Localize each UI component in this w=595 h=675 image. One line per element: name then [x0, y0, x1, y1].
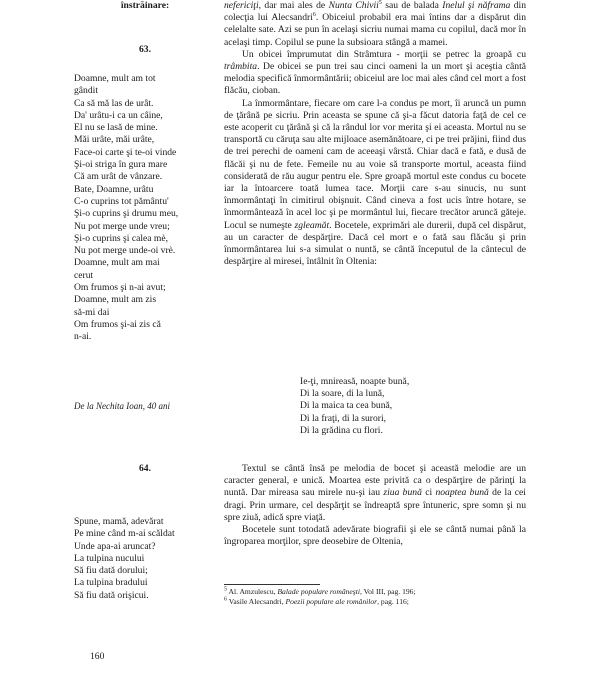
footnote-number: 6 [224, 596, 227, 603]
footnote-ref-6: 6 [312, 12, 316, 19]
poem-line: Di la fraţi, di la surori, [300, 412, 387, 424]
section-heading-top: înstrăinare: [120, 0, 170, 11]
poem-line: Doamne, mult am mai [74, 257, 160, 269]
text-run: sau de balada [381, 0, 443, 11]
paragraph-3 [224, 98, 526, 269]
text-run: zgleamăt [294, 219, 330, 231]
poem-line: cerut [74, 269, 94, 281]
text-run: . Bocetele, exprimări ale durerii, după cel dispărut, au un caracter de despărţire. Dacă cel mort e o fată sau flăcău şi prin înmormântarea lui s-a simulat o nuntă, se cântă începutul de la cântecul de despărţire al miresei, întâlnit în Oltenia: [224, 219, 526, 268]
poem-line: C-o cuprins tot pământu' [74, 195, 169, 207]
text-run: ziua bună [383, 487, 422, 499]
poem-line: Unde apa-ai aruncat? [74, 540, 156, 552]
poem-line: La tulpina nucului [74, 552, 145, 564]
text-run: Un obicei împrumutat din Strâmtura - morţii se petrec la groapă cu [242, 48, 526, 60]
poem-line: Doamne, mult am zis [74, 294, 157, 306]
text-run: La înmormântare, fiecare om care l-a condus pe mort, îi aruncă un pumn de ţărână pe sicriu. Prin aceasta se spune că şi-a făcut datoria faţă de cel ce este acoperit cu ţărână şi că la rândul lor vor merita şi ei aceasta. Mortul nu se transportă cu căruţa sau alte mijloace asemănătoare, ci pe trei prăjini, fiind dus de trei perechi de oameni cam de aceeaşi vârstă. Chiar dacă e fată, e dusă de flăcăi şi nu de fete. Femeile nu au voie să transporte mortul, aceasta fiind considerată de rău augur pentru ele. Spre groapă mortul este condus cu bocete iar la întoarcere toată lumea tace. Morţii care s-au sinucis, nu sunt înmormântaţi în cimitirul obişnuit. Când cineva a fost ucis între hotare, se înmormântează în acel loc şi pe mormântul lui, fiecare trecător aruncă găteje. Locul se numeşte [224, 97, 526, 231]
poem-line: La tulpina bradului [74, 577, 148, 589]
poem-line: să-mi dai [74, 306, 110, 318]
poem-line: Ca să mă las de urât. [74, 97, 154, 109]
poem-line: Spune, mamă, adevărat [74, 516, 164, 527]
paragraph-5: Bocetele sunt totodată adevărate biografii şi ele se cântă numai până la îngroparea morţilor, spre deosebire de Oltenia, [224, 524, 526, 548]
footnote-6 [224, 597, 526, 607]
poem-line: Da' urâtu-i ca un câine, [74, 109, 163, 121]
poem-line: Om frumos şi n-ai avut; [74, 282, 166, 294]
text-block-bottom [224, 463, 526, 548]
poem-line: Doamne, mult am tot [74, 73, 156, 84]
page-number: 160 [90, 651, 105, 662]
text-run: , pag. 116; [377, 597, 409, 606]
poem-line: n-ai. [74, 331, 92, 343]
text-run: noaptea bună [435, 487, 489, 499]
footnote-5 [224, 587, 526, 597]
text-run: nefericiţi [224, 0, 259, 11]
footnote-ref-5: 5 [378, 0, 382, 6]
text-run: . De obicei se pun trei sau cinci oameni la un mort şi aceştia cântă melodia specifică înmormântării; obiceiul are loc mai ales când cel mort a fost flăcău, cioban. [224, 61, 526, 97]
text-run: Textul se cântă însă pe melodia de bocet şi această melodie are un caracter general, e unică. Moartea este privită ca o despărţire de părinţi la nuntă. Dar mireasa sau mirele nu-şi iau [224, 463, 526, 499]
poem-63 [74, 73, 216, 344]
footnotes [224, 587, 526, 607]
text-run: de la cei dragi. Prin urmare, cel despărţit se îndreaptă spre întuneric, spre somn şi nu spre ziuă, adică spre viaţă. [224, 487, 526, 523]
poem-line: Şi-o cuprins şi drumu meu, [74, 208, 179, 220]
poem-63-source: De la Nechita Ioan, 40 ani [74, 401, 170, 411]
text-run: , Vol III, pag. 196; [359, 587, 416, 596]
text-run: Balade populare româneşti [277, 587, 360, 596]
text-run: ci [421, 487, 436, 499]
footnote-divider [224, 584, 320, 585]
text-run: Nunta Chivii [328, 0, 379, 11]
text-block-top [224, 0, 526, 268]
text-run: din colecţia lui Alecsandri [224, 0, 526, 24]
poem-line: Că am urât de vânzare. [74, 171, 163, 183]
poem-number-63: 63. [139, 44, 151, 55]
poem-line: Di la maica ta cea bună, [300, 400, 393, 412]
poem-line: Pe mine când m-ai scăldat [74, 528, 175, 540]
paragraph-4 [224, 463, 526, 524]
text-run: Al. Amzulescu, [227, 587, 278, 596]
poem-64 [74, 516, 216, 602]
poem-line: Nu pot merge unde-oi vrè. [74, 245, 176, 257]
poem-line: Ie-ţi, mnireasă, noapte bună, [300, 376, 410, 387]
poem-number-64: 64. [139, 463, 151, 474]
poem-line: Om frumos şi-ai zis că [74, 318, 161, 330]
footnote-number: 5 [224, 586, 227, 593]
text-run: Vasile Alecsandri, [227, 597, 286, 606]
text-run: trâmbita [224, 61, 258, 73]
text-run: , dar mai ales de [258, 0, 329, 11]
poem-line: Şi-o cuprins şi calea mè, [74, 232, 169, 244]
poem-line: El nu se lasă de mine. [74, 122, 158, 134]
poem-line: Să fiu dată dorului; [74, 565, 148, 577]
text-run: Poezii populare ale românilor [285, 597, 378, 606]
poem-line: Şi-oi striga în gura mare [74, 159, 168, 171]
poem-line: gândit [74, 85, 98, 97]
paragraph-2 [224, 49, 526, 98]
poem-line: Nu pot merge unde vreu; [74, 220, 170, 232]
poem-line: Bate, Doamne, urâtu [74, 183, 154, 195]
poem-line: Să fiu dată orişicui. [74, 589, 149, 601]
poem-line: Face-oi carte şi te-oi vinde [74, 146, 177, 158]
text-run: Inelul şi năframa [442, 0, 511, 11]
text-run: . Obiceiul probabil era mai întins dar a dispărut din celelalte sate. Azi se pun în acelaşi sicriu numai mama cu copilul, dacă mor în acelaşi timp. Copilul se pune la subsioara stângă a mamei. [224, 12, 526, 48]
verse-quote [300, 376, 500, 437]
poem-line: Di la soare, di la lună, [300, 388, 385, 400]
poem-line: Di la grădina cu flori. [300, 424, 383, 436]
paragraph-1 [224, 0, 526, 49]
poem-line: Măi urâte, măi urâte, [74, 134, 155, 146]
